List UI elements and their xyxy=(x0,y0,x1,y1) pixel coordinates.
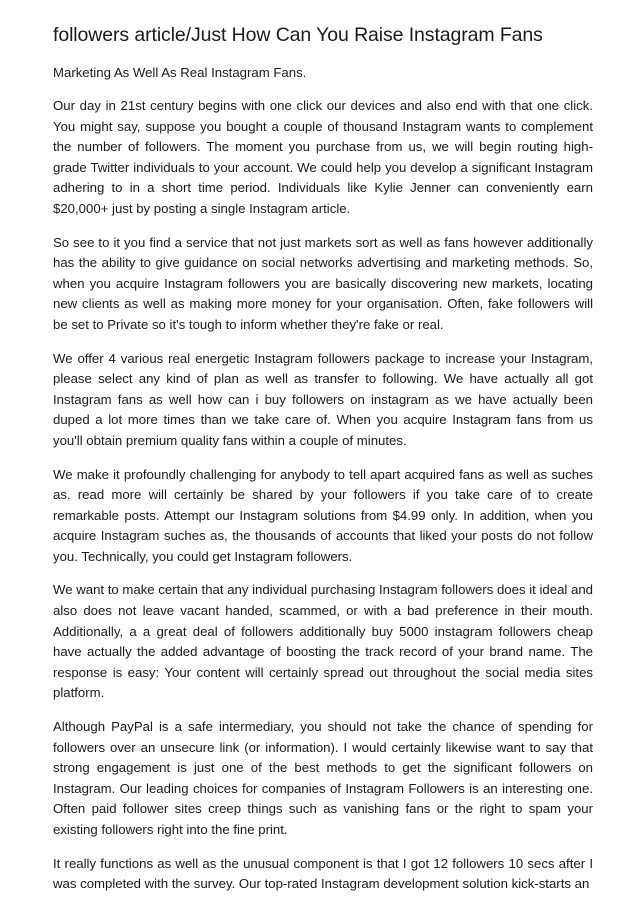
paragraph: Although PayPal is a safe intermediary, you should not take the chance of spending for followers over an unsecure link (or information). I would certainly likewise want to say that strong engagement is just one of the best methods to get the significant followers on Instagram. Our leading choices for companies of Instagram Followers is an interesting one. Often paid follower sites creep things such as vanishing fans or the right to spam your existing followers right into the fine print. xyxy=(53,719,593,837)
paragraph: We want to make certain that any individual purchasing Instagram followers does it ideal and also does not leave vacant handed, scammed, or with a bad preference in their mouth. Additionally, a a great deal of followers additionally buy 5000 instagram followers cheap have actually the added advantage of boosting the track record of your brand name. The response is easy: Your content will certainly spread out throughout the social media sites platform. xyxy=(53,582,594,701)
paragraph: We make it profoundly challenging for anybody to tell apart acquired fans as well as suches as. read more will certainly be shared by your followers if you take care of to create remarkable posts. Attempt our Instagram solutions from $4.99 only. In addition, when you acquire Instagram suches as, the thousands of accounts that liked your posts do not follow you. Technically, you could get Instagram followers. xyxy=(53,466,593,564)
subtitle: Marketing As Well As Real Instagram Fans. xyxy=(53,65,307,80)
document-page xyxy=(53,22,593,895)
paragraph: We offer 4 various real energetic Instagram followers package to increase your Instagram, please select any kind of plan as well as transfer to following. We have actually all got Instagram fans as well how can i buy followers on instagram as we have actually been duped a lot more times than we take care of. When you acquire Instagram fans from us you'll obtain premium quality fans within a couple of minutes. xyxy=(53,350,593,448)
paragraph: So see to it you find a service that not just markets sort as well as fans however additionally has the ability to give guidance on social networks advertising and marketing methods. So, when you acquire Instagram followers you are basically discovering new markets, locating new clients as well as making more money for your organisation. Often, fake followers will be set to Private so it's tough to inform whether they're fake or real. xyxy=(53,234,593,332)
paragraph: It really functions as well as the unusual component is that I got 12 followers 10 secs after I was completed with the survey. Our top-rated Instagram development solution kick-starts an xyxy=(53,855,593,892)
paragraph: Our day in 21st century begins with one click our devices and also end with that one click. You might say, suppose you bought a couple of thousand Instagram wants to complement the number of followers. The moment you purchase from us, we will begin routing high-grade Twitter individuals to your account. We could help you develop a significant Instagram adhering to in a short time period. Individuals like Kylie Jenner can conveniently earn $20,000+ just by posting a single Instagram article. xyxy=(53,98,593,216)
page-title: followers article/Just How Can You Raise Instagram Fans xyxy=(53,24,543,46)
